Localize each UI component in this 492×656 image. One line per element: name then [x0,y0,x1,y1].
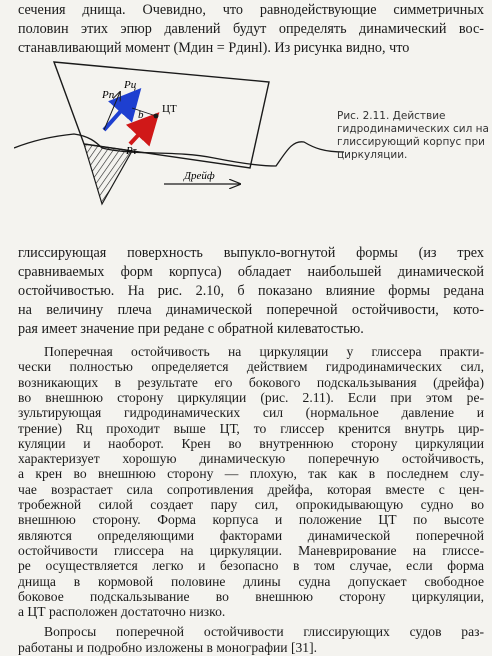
text-line: Вопросы поперечной остойчивости глиссирующих судов раз- [44,624,484,640]
text-line: работаны и подробно изложены в монографии [31]. [18,639,317,655]
text-line: на величину плеча динамической поперечной остойчивости, кото- [18,302,484,318]
text-line: остойчивости глиссера на циркуляции. Маневрирование на глиссе- [18,542,484,558]
text-line: а крен во внешнюю сторону — плохую, так как в последнем слу- [18,466,484,482]
text-line: Поперечная остойчивость на циркуляции у глиссера практи- [44,344,484,359]
pressure-diagram [84,144,132,204]
label-pn: Pn [102,89,115,101]
text-line: половин этих эпюр давлений будут определять динамический вос- [18,21,484,37]
text-line: зультирующая гидродинамических сил (нормальное давление и [18,405,484,421]
text-line: являются определяющими факторами динамической поперечной [18,527,484,543]
caption-text: Рис. 2.11. Действие гидродинамических сил на глиссирующий корпус при циркуляции. [337,110,489,161]
label-drift: Дрейф [184,170,215,182]
text-line: чае возрастает сила сопротивления дрейфа, которая вместе с цен- [18,481,484,497]
arrow-rt [130,118,154,144]
label-ct: ЦТ [162,103,177,115]
text-line: сечения днища. Очевидно, что равнодействующие симметричных [18,2,484,18]
text-line: трение) Rц проходит выше ЦТ, то глиссер кренится внутрь цир- [18,420,484,436]
text-line: чески полностью определяется действием гидродинамических сил, [18,359,484,375]
water-surface [14,134,344,166]
text-line: ре осуществляется легко и безопасно в том случае, если форма [18,558,484,574]
text-line: боковое подскальзывание во внешнюю сторону циркуляции, [18,588,484,604]
label-pc: Pц [124,79,137,91]
text-line: характеризует хорошую динамическую поперечную остойчивость, [18,451,484,467]
figure-hull-diagram [14,56,344,216]
figure-caption [337,110,489,162]
text-line: рая имеет значение при редане с обратной килеватостью. [18,321,364,337]
text-line: тробежной силой создает пару сил, опрокидывающую судно во [18,497,484,512]
text-line: остойчивостью. На рис. 2.10, б показано влияние формы редана [18,283,484,299]
hull-diagram-svg [14,56,344,216]
text-line: во внешнюю сторону циркуляции (рис. 2.11). Если при этом ре- [18,389,484,405]
label-b: b [138,109,144,121]
text-line: внешнюю сторону. Форма корпуса и положение ЦТ по высоте [18,512,484,528]
lever-line [132,108,156,116]
text-line: станавливающий момент (Mдин = Pдинl). Из рисунка видно, что [18,40,410,56]
text-line: куляции и наоборот. Крен во внутреннюю сторону циркуляции [18,435,484,451]
label-rt: Pτ [126,145,137,157]
text-line: глиссирующая поверхность выпукло-вогнутой формы (из трех [18,245,484,261]
text-line: а ЦТ расположен достаточно низко. [18,604,226,620]
text-line: сравниваемых форм корпуса) обладает наибольшей динамической [18,264,484,280]
text-line: возникающих в результате его бокового подскальзывания (дрейфа) [18,374,484,390]
text-line: днища в кормовой половине длины судна допускает свободное [18,573,484,589]
